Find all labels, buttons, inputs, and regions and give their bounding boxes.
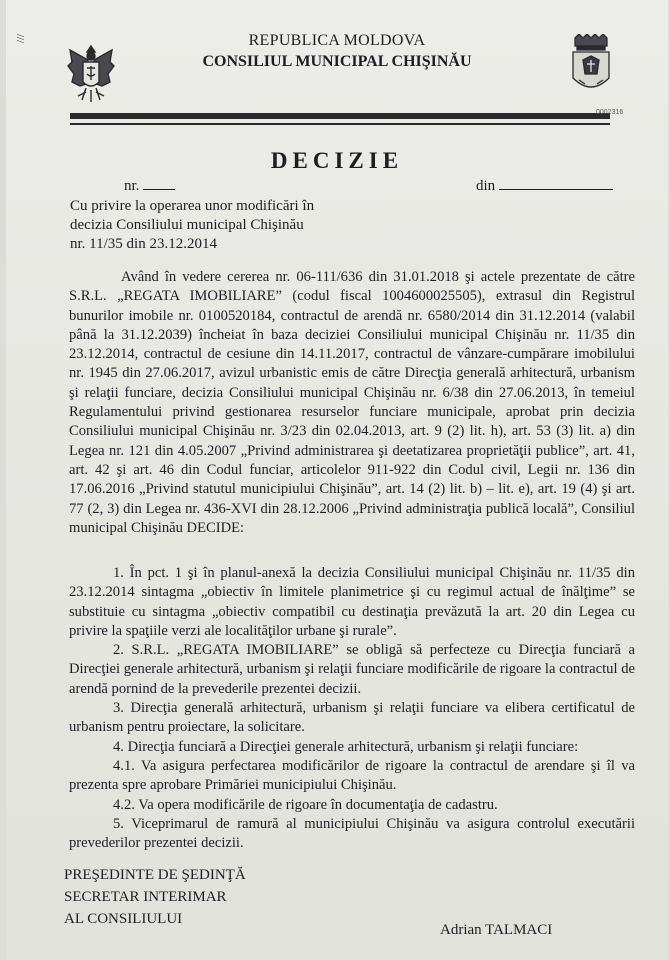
- decision-item: 3. Direcţia generală arhitectură, urbanism şi relaţii funciare va elibera certificatul de urbanism pentru proiectare, la solicitare.: [69, 700, 635, 736]
- signature-title-president: PREŞEDINTE DE ŞEDINŢĂ: [64, 867, 246, 883]
- council-name: CONSILIUL MUNICIPAL CHIŞINĂU: [202, 53, 472, 70]
- decision-item: 5. Viceprimarul de ramură al municipiului Chişinău va asigura controlul executării prevederilor prezentei decizii.: [69, 815, 635, 852]
- margin-mark: ///: [14, 34, 26, 44]
- document-page: [6, 0, 668, 960]
- decision-item: 2. S.R.L. „REGATA IMOBILIARE” se obligă să perfecteze cu Direcţia funciară a Direcţiei generale arhitectură, urbanism şi relaţii funciare modificările de rigoare la contractul de arendă pornind de la prevederile prezentei decizii.: [69, 642, 635, 697]
- subject-line: Cu privire la operarea unor modificări în: [70, 198, 315, 214]
- decision-item: 1. În pct. 1 şi în planul-anexă la decizia Consiliului municipal Chişinău nr. 11/35 din 23.12.2014 sintagma „obiectiv în limitele planimetrice şi cu regimul actual de înălţime” se substituie cu sintagma „obiectiv compatibil cu destinaţia prevăzută la art. 20 din Legea cu privire la spaţiile verzi ale localităţilor urbane şi rurale”.: [69, 565, 635, 639]
- preamble-paragraph: Având în vedere cererea nr. 06-111/636 din 31.01.2018 şi actele prezentate de către S.R.L. „REGATA IMOBILIARE” (codul fiscal 1004600025505), extrasul din Registrul bunurilor imobile nr. 0100520184, contractul de arendă nr. 6580/2014 din 31.12.2014 (valabil până la 31.12.2039) încheiat în baza deciziei Consiliului municipal Chişinău nr. 11/35 din 23.12.2014, contractul de cesiune din 14.11.2017, contractul de vânzare-cumpărare imobilului nr. 1945 din 27.06.2017, avizul urbanistic emis de către Direcţia generală arhitectură, urbanism şi relaţii funciare, decizia Consiliului municipal Chişinău nr. 6/38 din 27.06.2013, în temeiul Regulamentului privind gestionarea resurselor funciare municipale, aprobat prin decizia Consiliului municipal Chişinău nr. 3/23 din 02.04.2013, art. 9 (2) lit. h), art. 53 (3) lit. a) din Legea nr. 121 din 4.05.2007 „Privind administrarea şi deetatizarea proprietăţii publice”, art. 41, art. 42 şi art. 46 din Codul funciar, articolelor 911-922 din Codul civil, Legii nr. 136 din 17.06.2016 „Privind statutul municipiului Chişinău”, art. 14 (2) lit. b) – lit. e), art. 19 (4) şi art. 77 (2, 3) din Legea nr. 436-XVI din 28.12.2006 „Privind administraţia publică locală”, Consiliul municipal Chişinău DECIDE:: [69, 269, 635, 536]
- signatory-name: Adrian TALMACI: [440, 922, 553, 938]
- number-label: nr.: [124, 178, 140, 194]
- signature-block: [64, 864, 246, 930]
- decision-items: [69, 564, 635, 853]
- header-rule-thin: [70, 123, 610, 125]
- number-field: [124, 177, 175, 195]
- decision-item: 4.2. Va opera modificările de rigoare în documentaţia de cadastru.: [113, 796, 498, 813]
- decision-item: 4. Direcţia funciară a Direcţiei generale arhitectură, urbanism şi relaţii funciare:: [113, 738, 579, 755]
- subject-line: decizia Consiliului municipal Chişinău: [70, 217, 304, 233]
- date-label: din: [476, 178, 496, 194]
- serial-number: 0002316: [596, 109, 624, 116]
- signature-title-council: AL CONSILIULUI: [64, 911, 183, 927]
- document-title: DECIZIE: [270, 148, 404, 173]
- date-blank: [499, 177, 613, 190]
- document-header: [6, 32, 668, 71]
- number-blank: [143, 177, 175, 190]
- signature-title-secretary: SECRETAR INTERIMAR: [64, 889, 227, 905]
- header-rule-thick: [70, 113, 610, 119]
- subject-line: nr. 11/35 din 23.12.2014: [70, 236, 217, 252]
- decision-subject: [70, 197, 314, 254]
- date-field: [476, 177, 613, 195]
- country-name: REPUBLICA MOLDOVA: [248, 32, 426, 49]
- decision-item: 4.1. Va asigura perfectarea modificărilor de rigoare la contractul de arendare şi îl va prezenta spre aprobare Primăriei municipiului Chişinău.: [69, 757, 635, 794]
